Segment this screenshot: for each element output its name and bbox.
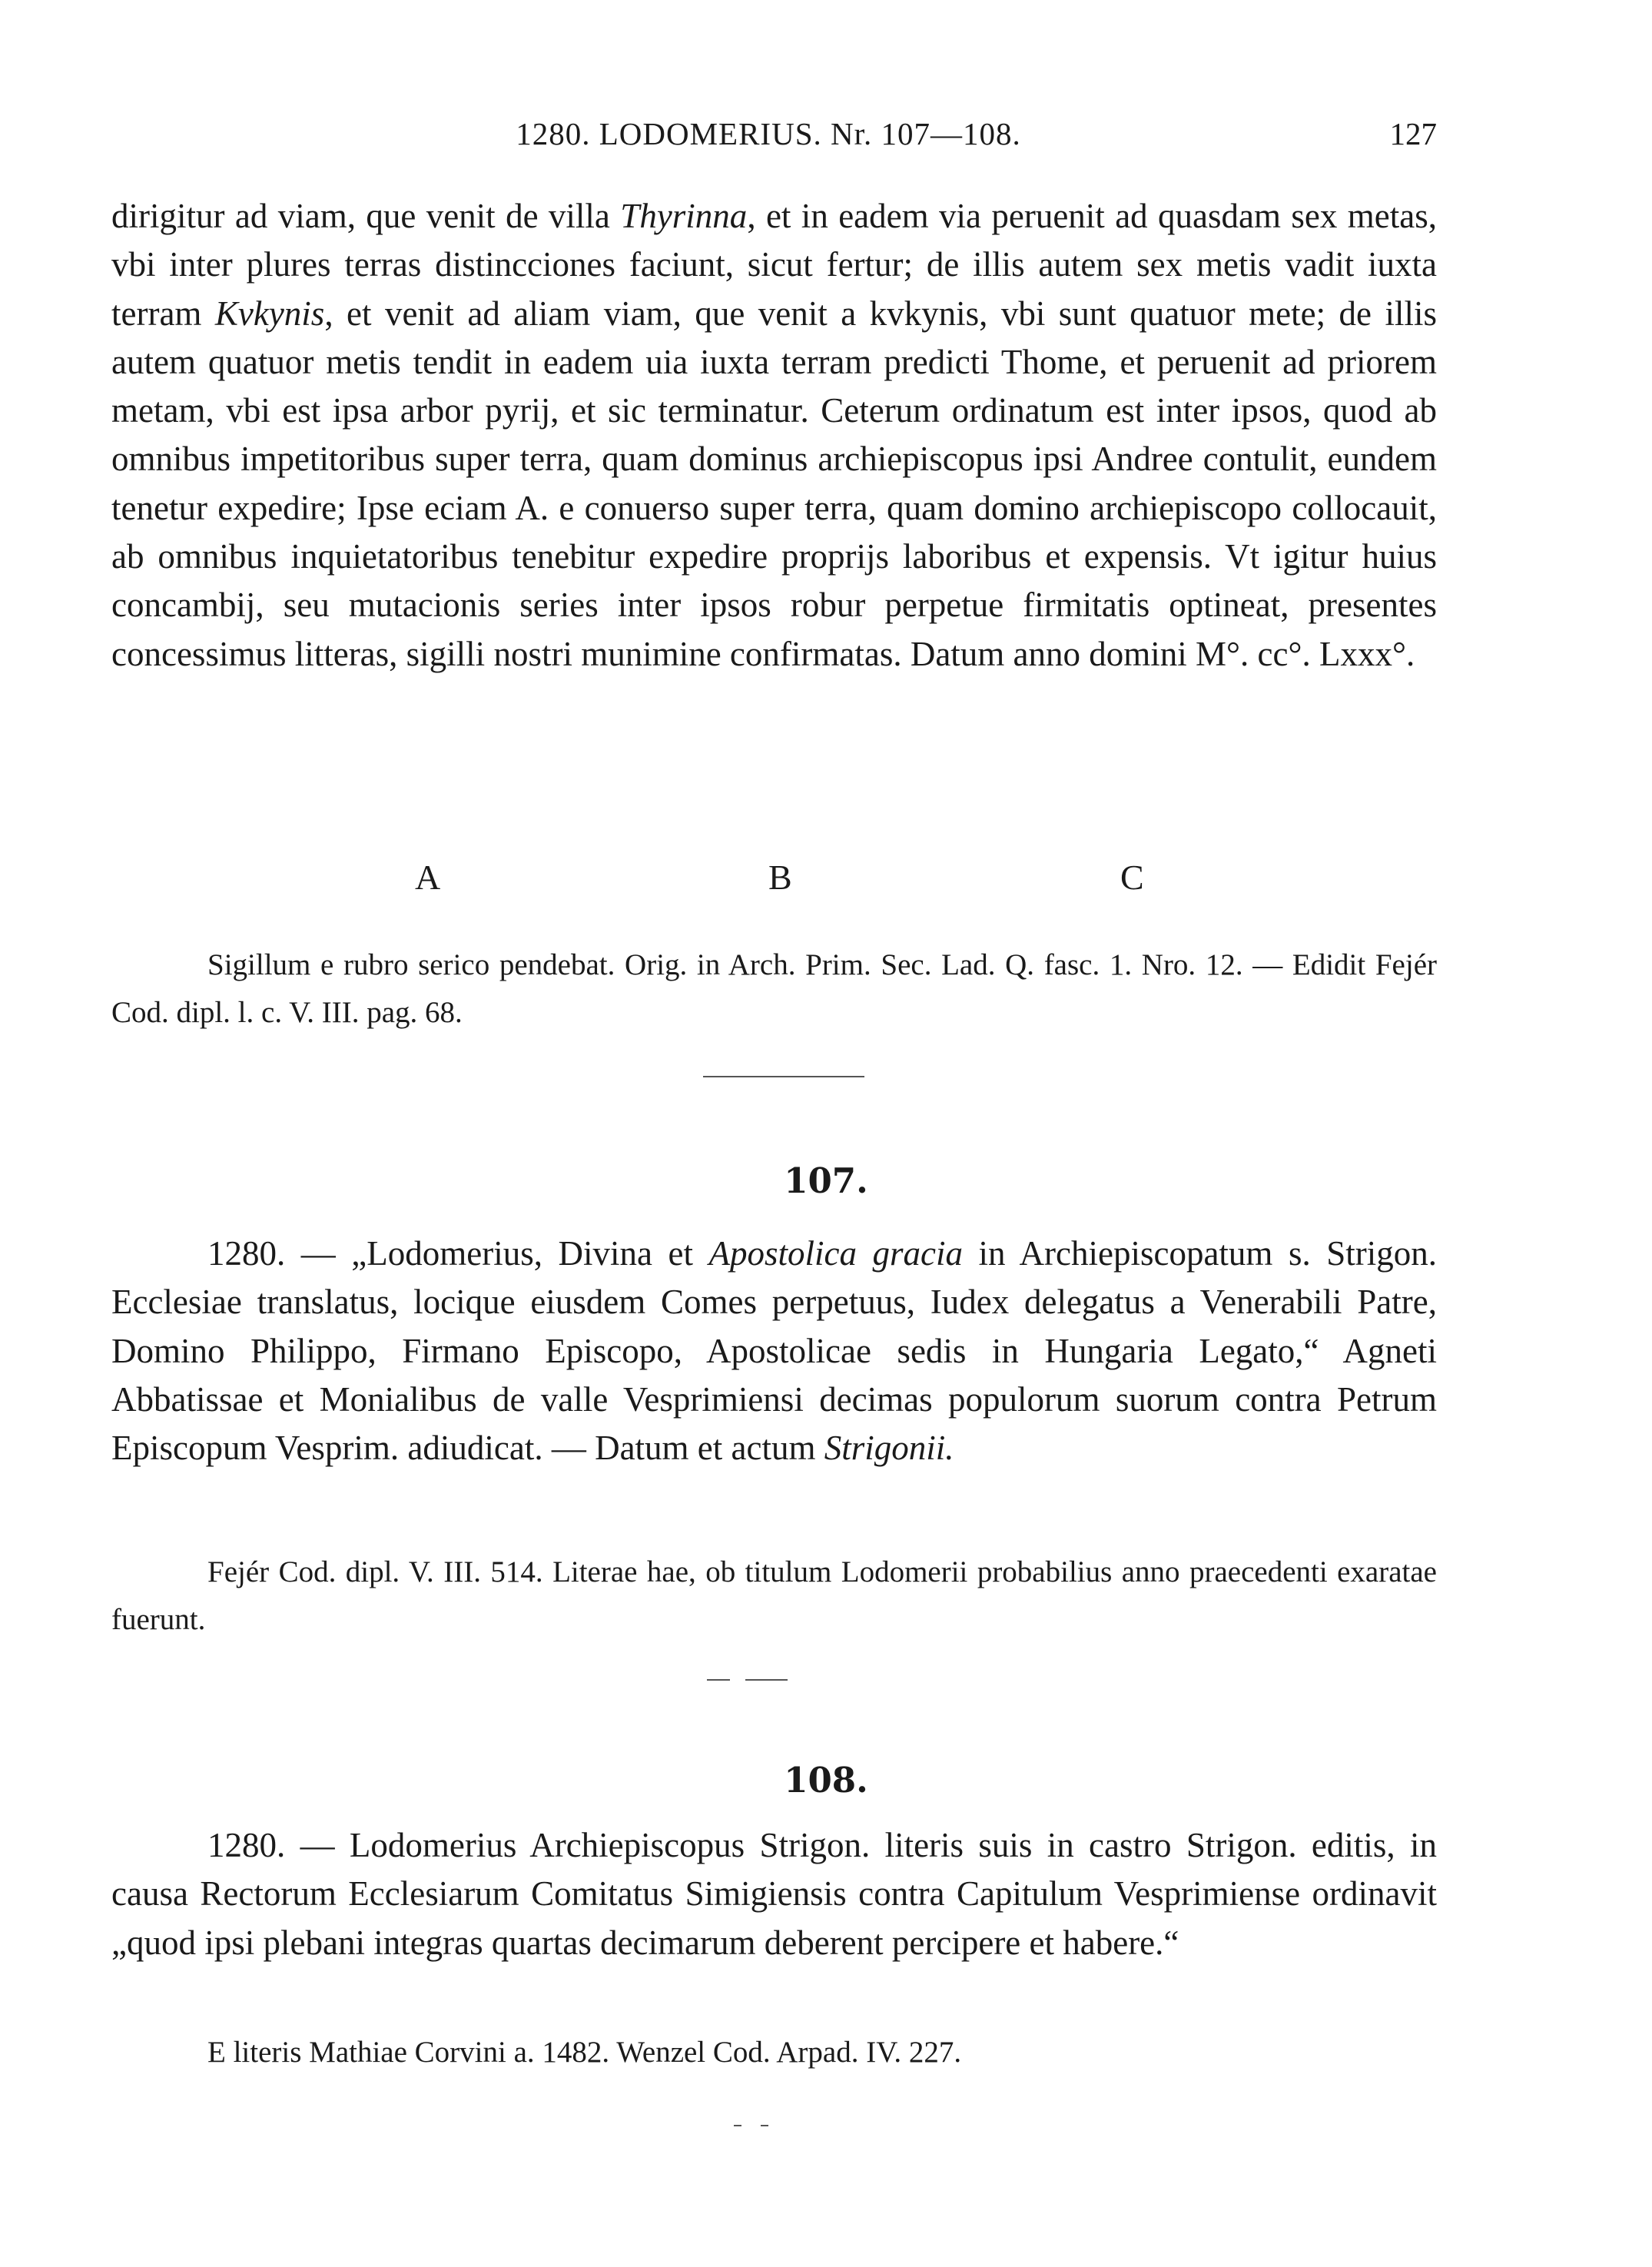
end-mark-1 — [734, 2125, 741, 2126]
charter-108-source-note: E literis Mathiae Corvini a. 1482. Wenzel Cod. Arpad. IV. 227. — [207, 2036, 962, 2069]
phrase-apostolica-gracia: Apostolica gracia — [708, 1234, 963, 1273]
charter-107-number: 107. — [784, 1160, 868, 1201]
place-name-thyrinna: Thyrinna — [620, 197, 748, 235]
charter-106-source-note: Sigillum e rubro serico pendebat. Orig. in Arch. Prim. Sec. Lad. Q. fasc. 1. Nro. 12. — Edidit Fejér Cod. dipl. l. c. V. III. pag. 68. — [111, 948, 1437, 1029]
charter-106-text-part2: , et in eadem via peruenit ad quasdam sex metas, vbi inter plures terras distincciones faciunt, sicut fertur; de illis autem sex metis vadit iuxta terram — [111, 197, 1437, 333]
section-divider-dash-2 — [745, 1679, 788, 1681]
charter-108-number: 108. — [784, 1760, 868, 1801]
charter-107-source-note: Fejér Cod. dipl. V. III. 514. Literae hae, ob titulum Lodomerii probabilius anno praecedenti exaratae fuerunt. — [111, 1555, 1437, 1636]
charter-107-regest — [111, 1230, 1437, 1472]
section-divider-dash-1 — [707, 1679, 730, 1681]
seal-letter-c: C — [1120, 858, 1144, 897]
seal-letter-a: A — [415, 858, 441, 897]
charter-107-text-part1: 1280. — „Lodomerius, Divina et — [207, 1234, 709, 1273]
charter-106-text-part1: dirigitur ad viam, que venit de villa — [111, 197, 621, 235]
running-title: 1280. LODOMERIUS. Nr. 107—108. — [516, 116, 1021, 151]
page-number: 127 — [1389, 116, 1437, 151]
place-name-kvkynis: Kvkynis — [214, 294, 325, 333]
place-name-strigonii: Strigonii. — [824, 1429, 954, 1468]
section-divider — [703, 1076, 864, 1077]
seal-letter-b: B — [768, 858, 792, 897]
charter-106-text-part3: , et venit ad aliam viam, que venit a kvkynis, vbi sunt quatuor mete; de illis autem quatuor metis tendit in eadem uia iuxta terram predicti Thome, et peruenit ad priorem metam, vbi est ipsa arbor pyrij, et sic terminatur. Ceterum ordinatum est inter ipsos, quod ab omnibus impetitoribus super terra, quam dominus archiepiscopus ipsi Andree contulit, eundem tenetur expedire; Ipse eciam A. e conuerso super terra, quam domino archiepiscopo collocauit, ab omnibus inquietatoribus tenebitur expedire proprijs laboribus et expensis. Vt igitur huius concambij, seu mutacionis series inter ipsos robur perpetue firmitatis optineat, presentes concessimus litteras, sigilli nostri munimine confirmatas. Datum anno domini M°. cc°. Lxxx°. — [111, 294, 1437, 673]
end-mark-2 — [761, 2125, 768, 2126]
seal-letters — [0, 857, 1652, 903]
charter-107-text-part2: in Archiepiscopatum s. Strigon. Ecclesiae translatus, locique eiusdem Comes perpetuus, Iudex delegatus a Venerabili Patre, Domino Philippo, Firmano Episcopo, Apostolicae sedis in Hungaria Legato,“ Agneti Abbatissae et Monialibus de valle Vesprimiensi decimas populorum suorum contra Petrum Episcopum Vesprim. adiudicat. — Datum et actum — [111, 1234, 1438, 1468]
charter-108-regest: 1280. — Lodomerius Archiepiscopus Strigon. literis suis in castro Strigon. editis, in causa Rectorum Ecclesiarum Comitatus Simigiensis contra Capitulum Vesprimiense ordinavit „quod ipsi plebani integras quartas decimarum deberent percipere et habere.“ — [111, 1826, 1437, 1962]
charter-106-continuation — [111, 192, 1437, 679]
